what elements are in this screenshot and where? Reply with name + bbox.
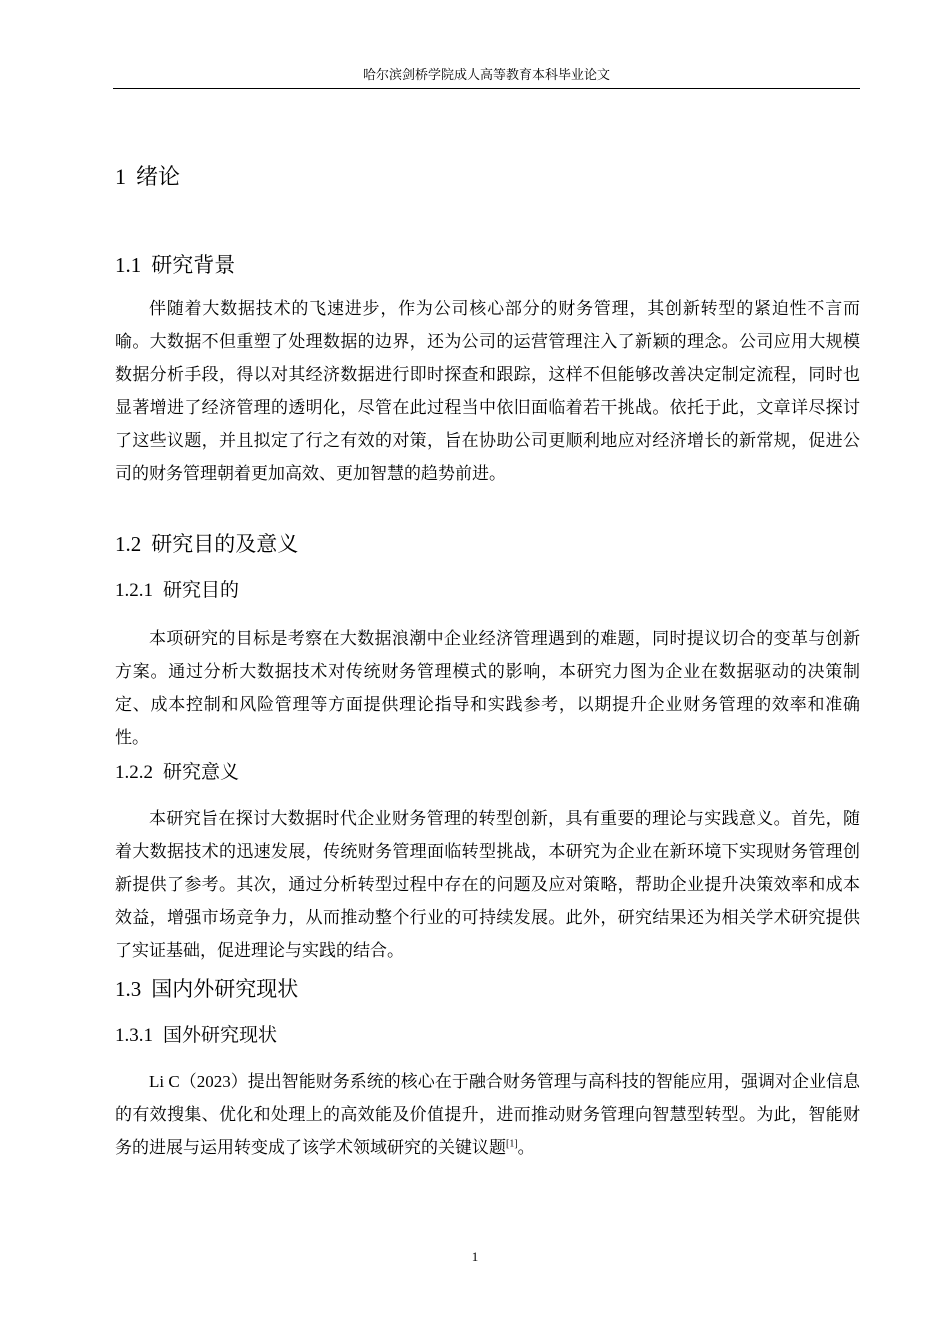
chapter-number: 1 (115, 164, 126, 189)
subsection-number: 1.2.2 (115, 762, 153, 783)
section-heading-1-2 (115, 529, 298, 559)
subsection-title: 国外研究现状 (163, 1025, 278, 1046)
paragraph-text: Li C（2023）提出智能财务系统的核心在于融合财务管理与高科技的智能应用，强调对企业信息的有效搜集、优化和处理上的高效能及价值提升，进而推动财务管理向智慧型转型。为此，智能财务的进展与运用转变成了该学术领域研究的关键议题 (115, 1072, 860, 1157)
section-number: 1.1 (115, 253, 142, 277)
section-title: 研究背景 (151, 253, 236, 277)
subsection-number: 1.2.1 (115, 580, 153, 601)
paragraph-research-significance: 本研究旨在探讨大数据时代企业财务管理的转型创新，具有重要的理论与实践意义。首先，随着大数据技术的迅速发展，传统财务管理面临转型挑战，本研究为企业在新环境下实现财务管理创新提供了参考。其次，通过分析转型过程中存在的问题及应对策略，帮助企业提升决策效率和成本效益，增强市场竞争力，从而推动整个行业的可持续发展。此外，研究结果还为相关学术研究提供了实证基础，促进理论与实践的结合。 (115, 809, 860, 960)
running-header: 哈尔滨剑桥学院成人高等教育本科毕业论文 (362, 67, 610, 82)
page-number: 1 (471, 1249, 479, 1264)
section-number: 1.2 (115, 532, 142, 556)
paragraph-research-background: 伴随着大数据技术的飞速进步，作为公司核心部分的财务管理，其创新转型的紧迫性不言而喻。大数据不但重塑了处理数据的边界，还为公司的运营管理注入了新颖的理念。公司应用大规模数据分析手段，得以对其经济数据进行即时探查和跟踪，这样不但能够改善决定制定流程，同时也显著增进了经济管理的透明化，尽管在此过程当中依旧面临着若干挑战。依托于此，文章详尽探讨了这些议题，并且拟定了行之有效的对策，旨在协助公司更顺利地应对经济增长的新常规，促进公司的财务管理朝着更加高效、更加智慧的趋势前进。 (115, 299, 860, 483)
paragraph-research-purpose: 本项研究的目标是考察在大数据浪潮中企业经济管理遇到的难题，同时提议切合的变革与创新方案。通过分析大数据技术对传统财务管理模式的影响，本研究力图为企业在数据驱动的决策制定、成本控制和风险管理等方面提供理论指导和实践参考，以期提升企业财务管理的效率和准确性。 (115, 629, 860, 747)
subsection-heading-1-3-1 (115, 1022, 277, 1050)
subsection-title: 研究目的 (163, 580, 240, 601)
citation-marker[interactable]: [1] (506, 1138, 518, 1150)
subsection-heading-1-2-2 (115, 759, 239, 787)
section-number: 1.3 (115, 977, 142, 1001)
section-heading-1-1 (115, 250, 235, 280)
paragraph-foreign-research (115, 1065, 860, 1164)
chapter-title: 绪论 (136, 164, 181, 189)
header-divider (113, 88, 860, 89)
subsection-heading-1-2-1 (115, 577, 239, 605)
chapter-heading (115, 162, 180, 192)
subsection-title: 研究意义 (163, 762, 240, 783)
paragraph-text-end: 。 (517, 1138, 535, 1157)
section-title: 研究目的及意义 (151, 532, 299, 556)
section-heading-1-3 (115, 974, 298, 1004)
section-title: 国内外研究现状 (151, 977, 299, 1001)
subsection-number: 1.3.1 (115, 1025, 153, 1046)
